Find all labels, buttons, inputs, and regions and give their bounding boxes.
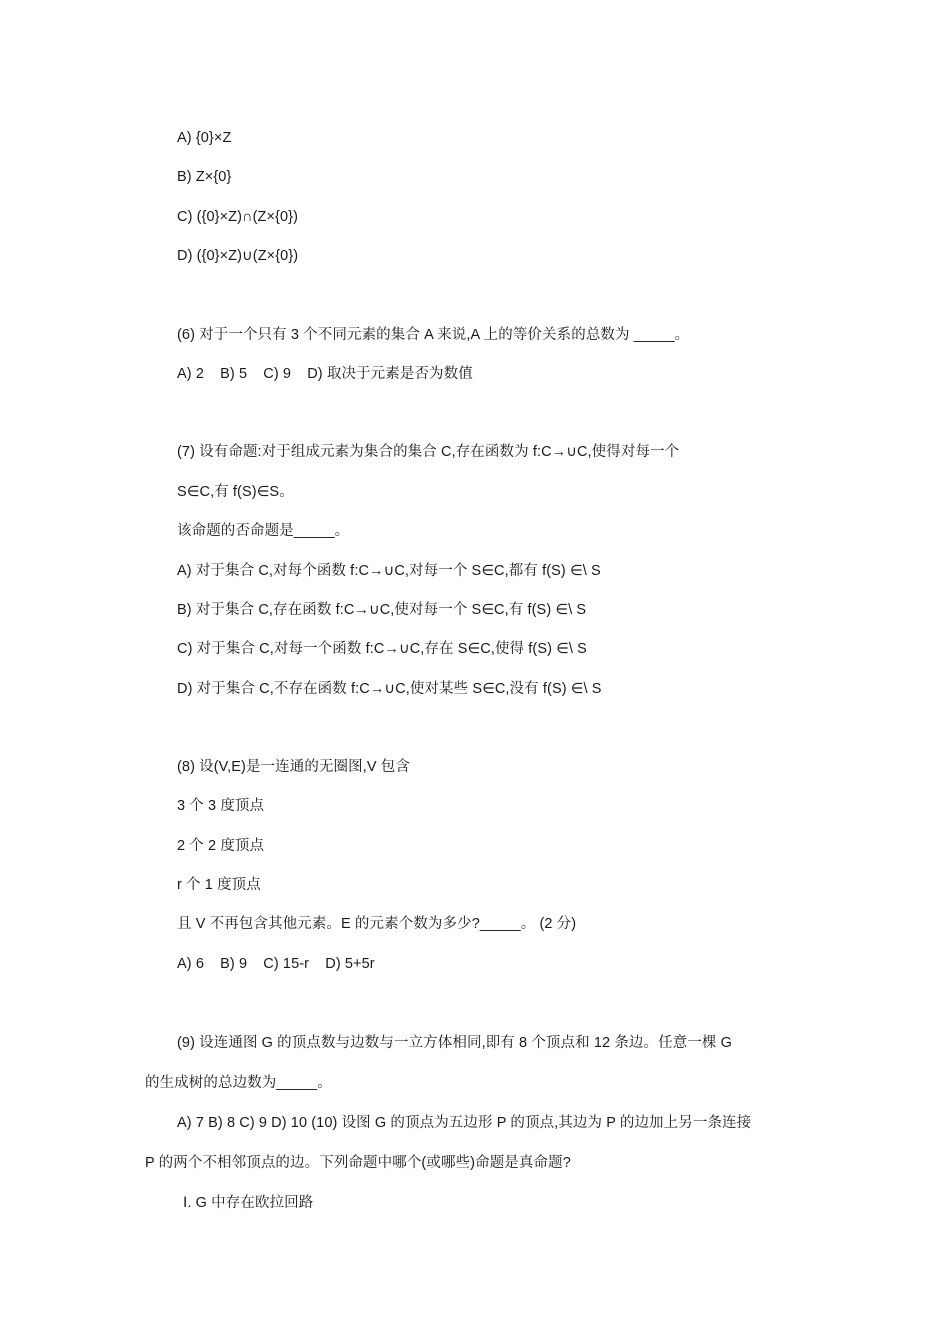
q10-stem-2: P 的两个不相邻顶点的边。下列命题中哪个(或哪些)命题是真命题? xyxy=(145,1155,571,1171)
q6-option-d: D) 取决于元素是否为数值 xyxy=(307,366,473,382)
q7-option-a: A) 对于集合 C,对每个函数 f:C→∪C,对每一个 S∈C,都有 f(S) ∈\ S xyxy=(177,563,601,579)
q7-option-b: B) 对于集合 C,存在函数 f:C→∪C,使对每一个 S∈C,有 f(S) ∈\ S xyxy=(177,602,587,618)
q6-option-a: A) 2 xyxy=(177,366,204,382)
q9-stem-2: 的生成树的总边数为_____。 xyxy=(145,1075,332,1091)
q5-option-a: A) {0}×Z xyxy=(177,130,232,146)
q8-option-c: C) 15-r xyxy=(263,956,310,972)
q6-options xyxy=(177,364,473,384)
q8-option-d: D) 5+5r xyxy=(325,956,375,972)
q6-stem: (6) 对于一个只有 3 个不同元素的集合 A 来说,A 上的等价关系的总数为 _____。 xyxy=(177,327,690,343)
q8-option-b: B) 9 xyxy=(220,956,248,972)
q9-stem-1: (9) 设连通图 G 的顶点数与边数与一立方体相同,即有 8 个顶点和 12 条边。任意一棵 G xyxy=(177,1035,733,1051)
q8-stem-3: 2 个 2 度顶点 xyxy=(177,838,265,854)
q6-option-b: B) 5 xyxy=(220,366,248,382)
q7-stem-2: S∈C,有 f(S)∈S。 xyxy=(177,484,294,500)
q8-stem-2: 3 个 3 度顶点 xyxy=(177,798,265,814)
q7-option-d: D) 对于集合 C,不存在函数 f:C→∪C,使对某些 S∈C,没有 f(S) ∈\ S xyxy=(177,681,602,697)
q6-option-c: C) 9 xyxy=(263,366,292,382)
q7-stem-1: (7) 设有命题:对于组成元素为集合的集合 C,存在函数为 f:C→∪C,使得对每一个 xyxy=(177,444,680,460)
q7-stem-3: 该命题的否命题是_____。 xyxy=(177,523,350,539)
q8-options xyxy=(177,954,375,974)
q10-item-1: Ⅰ. G 中存在欧拉回路 xyxy=(183,1195,314,1211)
q8-stem-1: (8) 设(V,E)是一连通的无圈图,V 包含 xyxy=(177,759,410,775)
q8-option-a: A) 6 xyxy=(177,956,204,972)
q7-option-c: C) 对于集合 C,对每一个函数 f:C→∪C,存在 S∈C,使得 f(S) ∈\ S xyxy=(177,641,587,657)
q8-stem-5: 且 V 不再包含其他元素。E 的元素个数为多少?_____。 (2 分) xyxy=(177,916,577,932)
q5-option-b: B) Z×{0} xyxy=(177,169,232,185)
q8-stem-4: r 个 1 度顶点 xyxy=(177,877,261,893)
q5-option-c: C) ({0}×Z)∩(Z×{0}) xyxy=(177,209,299,225)
q5-option-d: D) ({0}×Z)∪(Z×{0}) xyxy=(177,248,299,264)
q9-options-q10-stem: A) 7 B) 8 C) 9 D) 10 (10) 设图 G 的顶点为五边形 P 的顶点,其边为 P 的边加上另一条连接 xyxy=(177,1115,752,1131)
